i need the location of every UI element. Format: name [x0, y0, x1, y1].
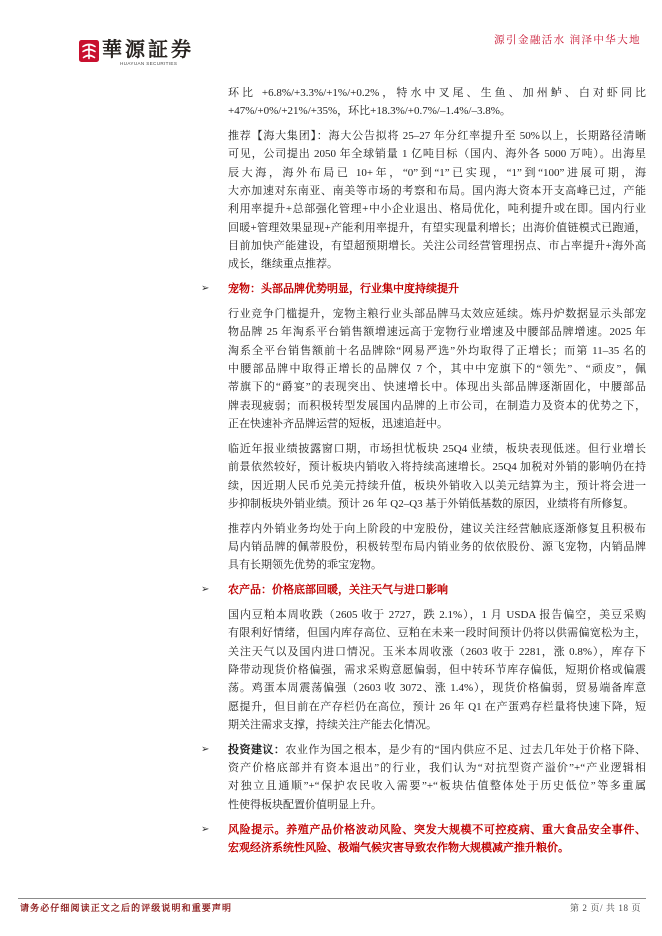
footer-divider	[18, 898, 646, 899]
paragraph-livestock-prices	[228, 84, 646, 121]
company-logo-text: 華源証券	[102, 39, 194, 61]
paragraph-pet-earnings	[228, 440, 646, 513]
text-line: 可见，公司提出 2050 年全球销量 1 亿吨目标（国内、海外各 5000 万吨）。出海星	[228, 148, 646, 161]
text-line: 利用率提升+总部强化管理+中小企业退出、格局优化，吨利提升或在即。国内行业	[228, 203, 646, 216]
text-line: 局内销品牌的佩蒂股份，积极转型布局内销业务的依依股份、源飞宠物，内销品牌	[228, 541, 646, 554]
header-slogan: 源引金融活水 润泽中华大地	[494, 35, 641, 46]
company-logo-subtext: HUAYUAN SECURITIES	[120, 61, 178, 66]
text-line: 辰大海，海外布局已 10+年，“0”到“1”已实现，“1”到“100”进展可期，海	[228, 166, 646, 179]
section-heading-pet	[201, 280, 646, 298]
bullet-arrow-icon: ➢	[201, 584, 210, 596]
bullet-arrow-icon: ➢	[201, 283, 210, 295]
text-line: 淘系全平台销售额前十名品牌除“网易严选”外均取得了正增长；而第 11–35 名的	[228, 344, 646, 357]
text-line: 成长，继续重点推荐。	[228, 258, 338, 271]
paragraph-pet-competition	[228, 305, 646, 433]
text-line: 对独立且通顺”+“保护农民收入需要”+“板块估值整体处于历史低位”等多重属	[228, 780, 646, 793]
text-line: 国内豆粕本周收跌（2605 收于 2727，跌 2.1%），1 月 USDA 报告偏空，美豆采购	[228, 609, 646, 622]
report-body	[201, 84, 647, 864]
paragraph-pet-recommendation	[228, 520, 646, 575]
text-line: 期关注需求支撑，持续关注产能去化情况。	[228, 719, 437, 731]
section-heading-agriculture	[201, 581, 646, 599]
text-line: 性使得板块配置价值明显上升。	[228, 798, 382, 811]
paragraph-agri-prices	[228, 606, 646, 734]
text-line: +47%/+0%/+21%/+35%，环比+18.3%/+0.7%/–1.4%/–3.8%。	[228, 105, 511, 118]
text-line: 牌表现疲弱；而积极转型发展国内品牌的上市公司，在制造力及资本的优势之下，	[228, 399, 646, 412]
heading-text: 宠物：头部品牌优势明显，行业集中度持续提升	[228, 283, 459, 296]
text-line: 回暖+管理效果显现+产能利用率提升，有望实现量利增长；出海价值链模式已跑通，	[228, 221, 646, 234]
text-line: 风险提示。养殖产品价格波动风险、突发大规模不可控疫病、重大食品安全事件、	[228, 823, 646, 836]
text-line: 宏观经济系统性风险、极端气候灾害导致农作物大规模减产推升粮价。	[228, 841, 569, 854]
paragraph-investment-advice	[201, 741, 647, 814]
footer-disclaimer: 请务必仔细阅读正文之后的评级说明和重要声明	[20, 903, 233, 913]
text-line: 正在快速补齐品牌运营的短板，迅速追赶中。	[228, 418, 448, 431]
text-line: 有限利好情绪，但国内库存高位、豆粕在未来一段时间预计仍将以供需偏宽松为主，	[228, 627, 646, 640]
text-line: 环比 +6.8%/+3.3%/+1%/+0.2%，特水中叉尾、生鱼、加州鲈、白对虾同比	[228, 87, 646, 99]
text-line: 关注天气以及国内进口情况。玉米本周收涨（2603 收于 2281，涨 0.8%），库存下	[228, 645, 646, 658]
text-line: 降带动现货价格偏强，需求采购意愿偏弱，但中转环节库存偏低，短期价格或偏震	[228, 664, 646, 677]
text-line: 物品牌 25 年淘系平台销售额增速远高于宠物行业增速及中腰部品牌增速。2025 年	[228, 326, 646, 339]
text-line: 大亦加速对东南亚、南美等市场的考察和布局。国内海大资本开支高峰已过，产能	[228, 185, 646, 198]
text-line: 荡。鸡蛋本周震荡偏强（2603 收 3072、涨 1.4%），现货价格偏弱，贸易端备库意	[228, 682, 646, 695]
text-line: 愿提升，但目前在产存栏仍在高位，预计 26 年 Q1 在产蛋鸡存栏量将快速下降，短	[228, 700, 646, 713]
bullet-arrow-icon: ➢	[201, 743, 210, 755]
paragraph-haida-recommendation	[228, 127, 646, 274]
text-line	[228, 741, 646, 759]
text-line: 目前加快产能建设，有望超预期增长。关注公司经营管理拐点、市占率提升+海外高	[228, 240, 646, 253]
bullet-arrow-icon: ➢	[201, 823, 210, 835]
text-line: 临近年报业绩披露窗口期，市场担忧板块 25Q4 业绩，板块表现低迷。但行业增长	[228, 442, 646, 455]
text-line: 中腰部品牌中取得正增长的品牌仅 7 个，其中中宠旗下的“领先”、“顽皮”，佩	[228, 363, 646, 376]
investment-advice-label: 投资建议：	[228, 743, 286, 756]
text-line: 行业竞争门槛提升，宠物主粮行业头部品牌马太效应延续。炼丹炉数据显示头部宠	[228, 308, 646, 321]
text-line: 蒂旗下的“爵宴”的表现突出、快速增长中。体现出头部品牌逐渐固化，中腰部品	[228, 381, 646, 394]
text-line: 续，因近期人民币兑美元持续升值，板块外销收入以美元结算为主，预计将会进一	[228, 479, 646, 492]
huayuan-logo-icon	[79, 40, 99, 62]
text-line: 前景依然较好，预计板块内销收入将持续高速增长。25Q4 加税对外销的影响仍在持	[228, 461, 646, 474]
text-line: 资产价格底部并有资本退出”的行业，我们认为“对抗型资产溢价”+“产业逻辑相	[228, 762, 646, 775]
text-fragment: 农业作为国之根本，是少有的“国内供应不足、过去几年处于价格下降、	[285, 743, 647, 756]
paragraph-risk-warning	[201, 821, 646, 858]
page-indicator: 第 2 页/ 共 18 页	[569, 903, 641, 913]
text-line: 具有长期领先优势的乖宝宠物。	[228, 559, 382, 572]
text-line: 推荐内外销业务均处于向上阶段的中宠股份，建议关注经营触底逐渐修复且积极布	[228, 522, 646, 535]
heading-text: 农产品：价格底部回暖，关注天气与进口影响	[228, 584, 448, 597]
text-line: 推荐【海大集团】：海大公告拟将 25–27 年分红率提升至 50%以上，长期路径清晰	[228, 130, 646, 143]
text-line: 步抑制板块外销业绩。预计 26 年 Q2–Q3 基于外销低基数的原因，业绩将有所修复。	[228, 497, 635, 510]
